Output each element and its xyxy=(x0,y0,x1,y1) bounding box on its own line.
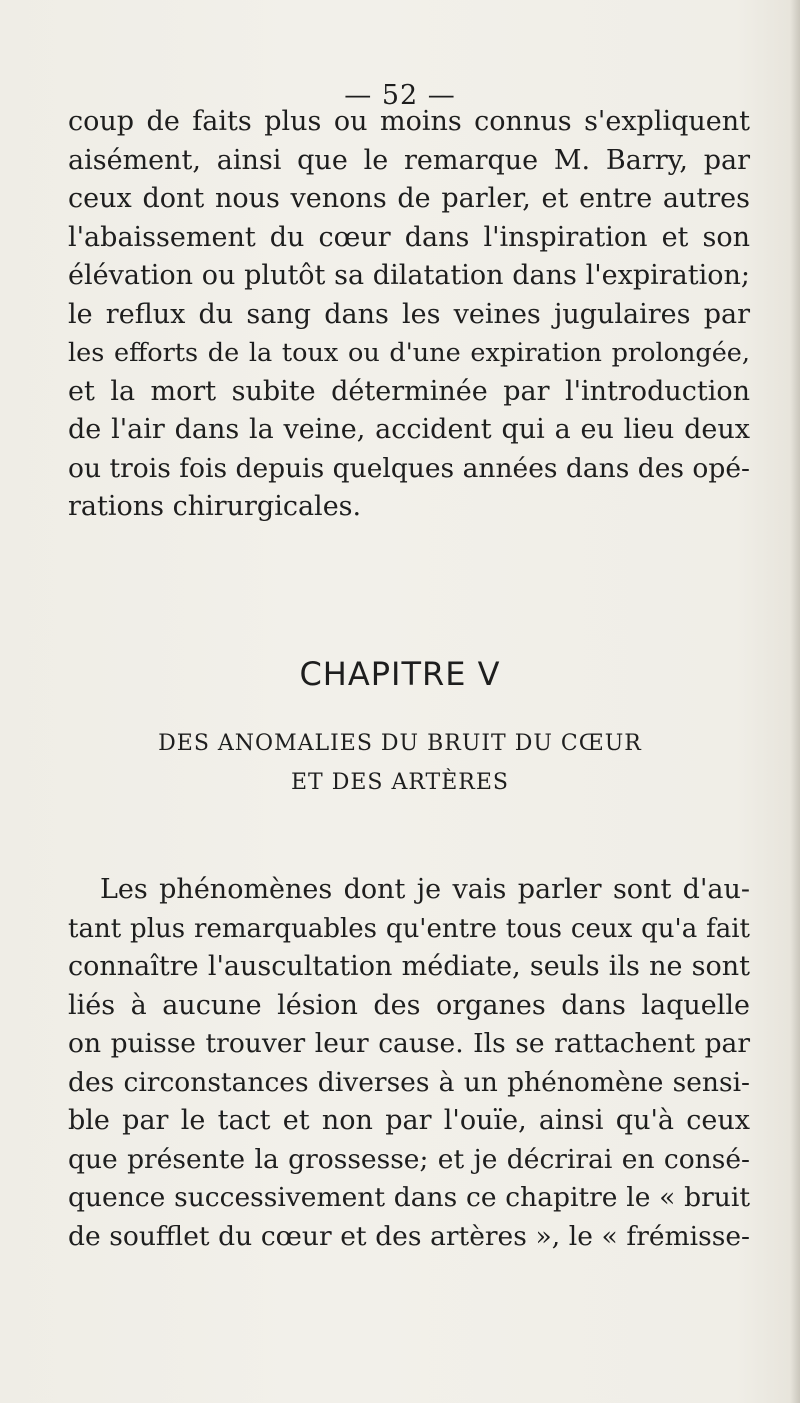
text-line: le reflux du sang dans les veines jugulaires par xyxy=(68,298,750,330)
page-number: — 52 — xyxy=(344,80,456,111)
text-line: rations chirurgicales. xyxy=(68,491,362,522)
chapter-subtitle-line-2: ET DES ARTÈRES xyxy=(291,770,509,795)
text-line: l'abaissement du cœur dans l'inspiration et son xyxy=(68,221,750,253)
text-line: des circonstances diverses à un phénomène sensi- xyxy=(68,1066,750,1098)
text-line: les efforts de la toux ou d'une expiration prolongée, xyxy=(68,338,750,368)
text-line: ble par le tact et non par l'ouïe, ainsi qu'à ceux xyxy=(68,1105,750,1136)
text-line: de l'air dans la veine, accident qui a eu lieu deux xyxy=(68,414,750,445)
text-line: élévation ou plutôt sa dilatation dans l'expiration; xyxy=(68,260,750,291)
text-line: Les phénomènes dont je vais parler sont d'au- xyxy=(100,874,750,905)
text-line: on puisse trouver leur cause. Ils se rattachent par xyxy=(68,1028,750,1059)
chapter-subtitle-line-1: DES ANOMALIES DU BRUIT DU CŒUR xyxy=(158,731,642,756)
text-line: et la mort subite déterminée par l'introduction xyxy=(68,375,750,407)
text-line: liés à aucune lésion des organes dans laquelle xyxy=(68,989,750,1021)
text-line: ou trois fois depuis quelques années dans des opé- xyxy=(68,452,750,484)
text-line: tant plus remarquables qu'entre tous ceux qu'a fait xyxy=(68,913,750,944)
text-line: ceux dont nous venons de parler, et entre autres xyxy=(68,183,750,214)
text-line: aisément, ainsi que le remarque M. Barry, par xyxy=(68,144,750,176)
paragraph-1 xyxy=(68,103,750,527)
text-line: que présente la grossesse; et je décrirai en consé- xyxy=(68,1143,750,1175)
paragraph-2 xyxy=(68,871,750,1256)
chapter-title: CHAPITRE V xyxy=(299,655,501,693)
text-line: de soufflet du cœur et des artères », le « frémisse- xyxy=(68,1220,750,1252)
text-line: coup de faits plus ou moins connus s'expliquent xyxy=(68,106,750,137)
text-line: quence successivement dans ce chapitre le « bruit xyxy=(68,1182,750,1213)
page-edge-shadow xyxy=(790,0,800,1403)
text-line: connaître l'auscultation médiate, seuls ils ne sont xyxy=(68,951,750,982)
